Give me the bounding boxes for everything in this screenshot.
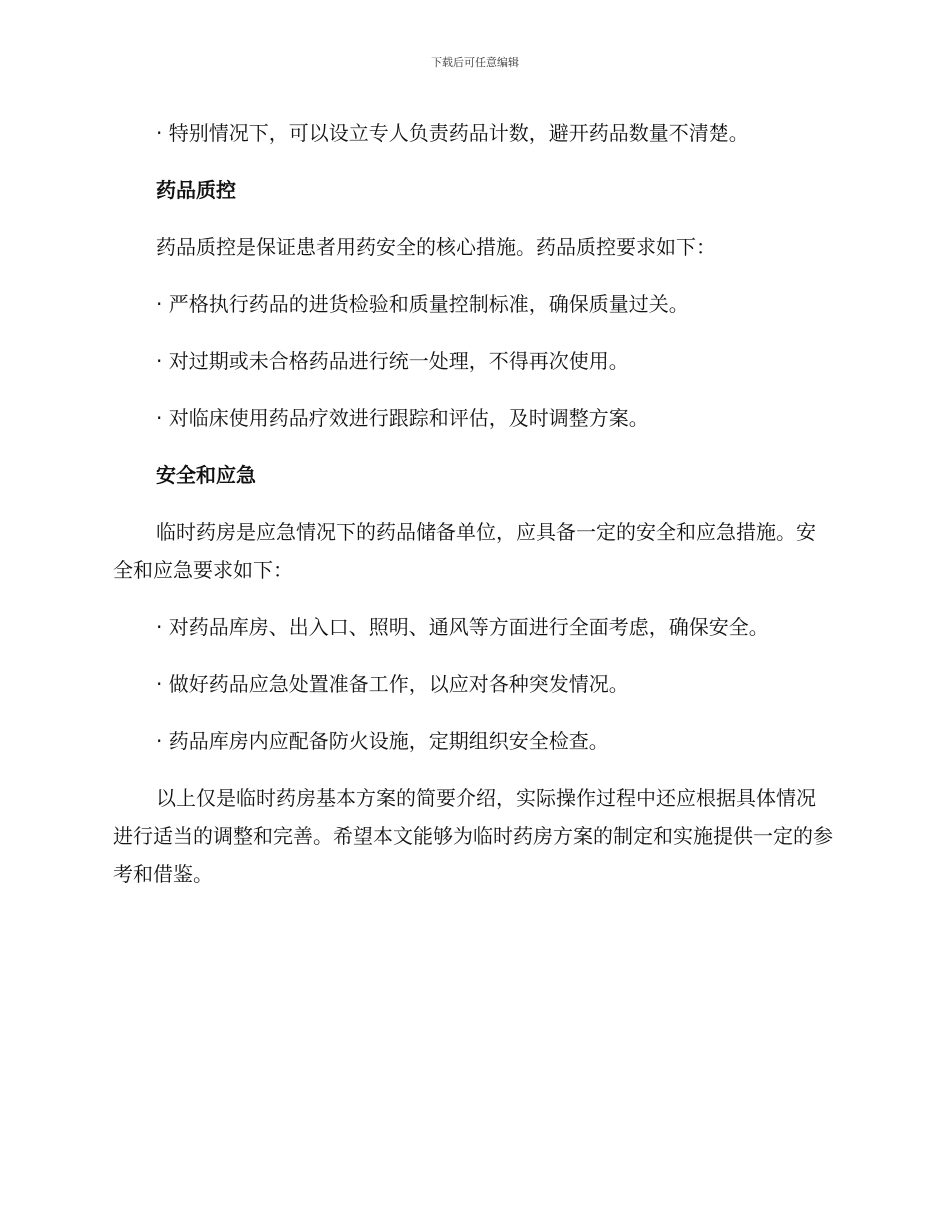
paragraph-safety-intro: 临时药房是应急情况下的药品储备单位，应具备一定的安全和应急措施。安全和应急要求如下： — [113, 520, 816, 582]
page-header-note: 下载后可任意编辑 — [431, 56, 519, 69]
paragraph-conclusion: 以上仅是临时药房基本方案的简要介绍，实际操作过程中还应根据具体情况进行适当的调整和完善。希望本文能够为临时药房方案的制定和实施提供一定的参考和借鉴。 — [113, 786, 833, 886]
bullet-item: · 做好药品应急处置准备工作，以应对各种突发情况。 — [156, 672, 629, 696]
bullet-item: · 特别情况下，可以设立专人负责药品计数，避开药品数量不清楚。 — [156, 121, 749, 145]
section-heading-quality: 药品质控 — [156, 178, 236, 202]
bullet-item: · 对药品库房、出入口、照明、通风等方面进行全面考虑，确保安全。 — [156, 615, 769, 639]
document-body — [113, 114, 833, 912]
bullet-item: · 严格执行药品的进货检验和质量控制标准，确保质量过关。 — [156, 292, 689, 316]
section-heading-safety: 安全和应急 — [156, 463, 256, 487]
bullet-item: · 对临床使用药品疗效进行跟踪和评估，及时调整方案。 — [156, 406, 649, 430]
bullet-item: · 对过期或未合格药品进行统一处理，不得再次使用。 — [156, 349, 629, 373]
bullet-item: · 药品库房内应配备防火设施，定期组织安全检查。 — [156, 729, 609, 753]
paragraph-quality-intro: 药品质控是保证患者用药安全的核心措施。药品质控要求如下： — [156, 235, 716, 259]
